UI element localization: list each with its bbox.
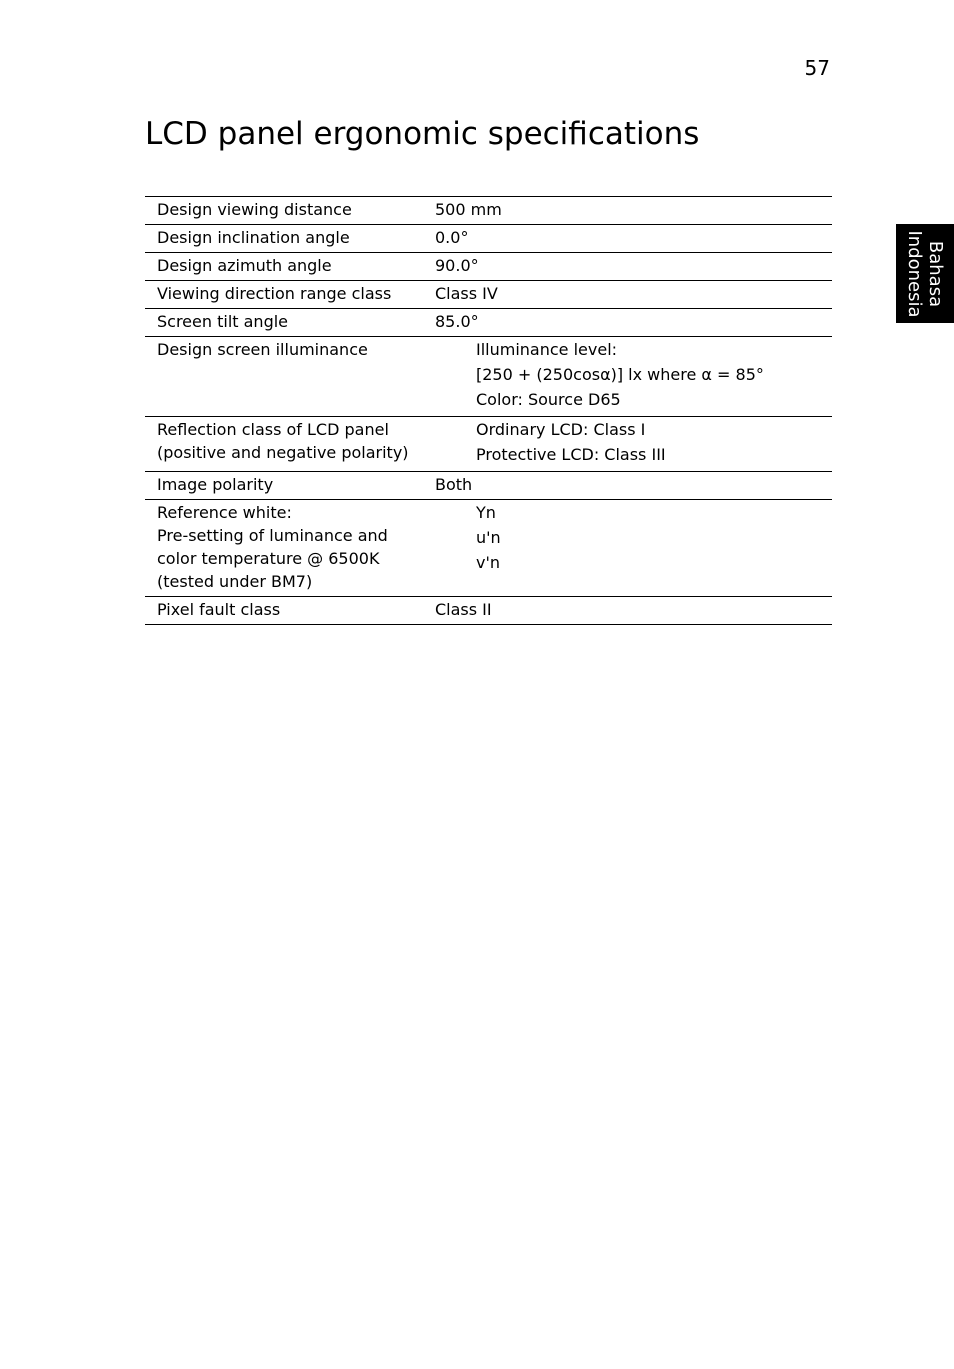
- language-side-tab: [896, 224, 954, 323]
- spec-label-line: Design viewing distance: [157, 200, 352, 219]
- spec-value-line: u'n: [476, 528, 501, 547]
- spec-label-line: Screen tilt angle: [157, 312, 289, 331]
- spec-value-line: 85.0°: [435, 312, 479, 331]
- table-row: [145, 225, 832, 253]
- table-row: [145, 281, 832, 309]
- spec-value: [435, 198, 832, 221]
- spec-value-line: 0.0°: [435, 228, 469, 247]
- spec-value: [435, 282, 832, 305]
- spec-value-line: Protective LCD: Class III: [476, 445, 666, 464]
- spec-value-line: Yn: [476, 503, 496, 522]
- table-row: [145, 253, 832, 281]
- language-side-tab-label: [904, 230, 946, 317]
- spec-table: [145, 196, 832, 625]
- spec-label: [145, 226, 435, 249]
- side-tab-line-2: Indonesia: [904, 229, 925, 318]
- table-row: [145, 417, 832, 472]
- spec-label-line: Reference white:: [157, 503, 292, 522]
- spec-value: [435, 226, 832, 249]
- spec-value: [435, 254, 832, 277]
- spec-value-line: v'n: [476, 553, 501, 572]
- spec-label-line: Design inclination angle: [157, 228, 350, 247]
- spec-label-line: Viewing direction range class: [157, 284, 392, 303]
- side-tab-line-1: Bahasa: [925, 240, 946, 307]
- spec-value: [435, 501, 832, 593]
- spec-value-line: 90.0°: [435, 256, 479, 275]
- spec-label: [145, 418, 435, 468]
- spec-value-line: 500 mm: [435, 200, 502, 219]
- spec-label: [145, 338, 435, 413]
- spec-value: [435, 418, 832, 468]
- spec-value: [435, 338, 832, 413]
- spec-label: [145, 598, 435, 621]
- spec-label-line: Design azimuth angle: [157, 256, 332, 275]
- page-title: LCD panel ergonomic specifications: [145, 116, 700, 152]
- spec-label-line: (tested under BM7): [157, 572, 313, 591]
- spec-value-line: Color: Source D65: [476, 390, 621, 409]
- table-row: [145, 337, 832, 417]
- spec-value-line: Class II: [435, 600, 492, 619]
- spec-value-line: Class IV: [435, 284, 498, 303]
- spec-label: [145, 310, 435, 333]
- spec-label-line: Image polarity: [157, 475, 274, 494]
- table-row: [145, 197, 832, 225]
- spec-value: [435, 473, 832, 496]
- spec-label-line: Pre-setting of luminance and: [157, 526, 388, 545]
- spec-value-line: Illuminance level:: [476, 340, 618, 359]
- spec-label: [145, 501, 435, 593]
- spec-label: [145, 282, 435, 305]
- spec-label-line: Reflection class of LCD panel: [157, 420, 389, 439]
- spec-value-line: Both: [435, 475, 473, 494]
- spec-label: [145, 198, 435, 221]
- table-row: [145, 309, 832, 337]
- page-number: 57: [804, 56, 830, 80]
- spec-value-line: Ordinary LCD: Class I: [476, 420, 646, 439]
- spec-value-line: [250 + (250cosα)] lx where α = 85°: [476, 365, 764, 384]
- spec-label-line: (positive and negative polarity): [157, 443, 409, 462]
- spec-label-line: Design screen illuminance: [157, 340, 368, 359]
- spec-label: [145, 254, 435, 277]
- spec-value: [435, 310, 832, 333]
- spec-label: [145, 473, 435, 496]
- table-row: [145, 597, 832, 625]
- table-row: [145, 500, 832, 597]
- spec-label-line: Pixel fault class: [157, 600, 281, 619]
- spec-label-line: color temperature @ 6500K: [157, 549, 380, 568]
- spec-value: [435, 598, 832, 621]
- table-row: [145, 472, 832, 500]
